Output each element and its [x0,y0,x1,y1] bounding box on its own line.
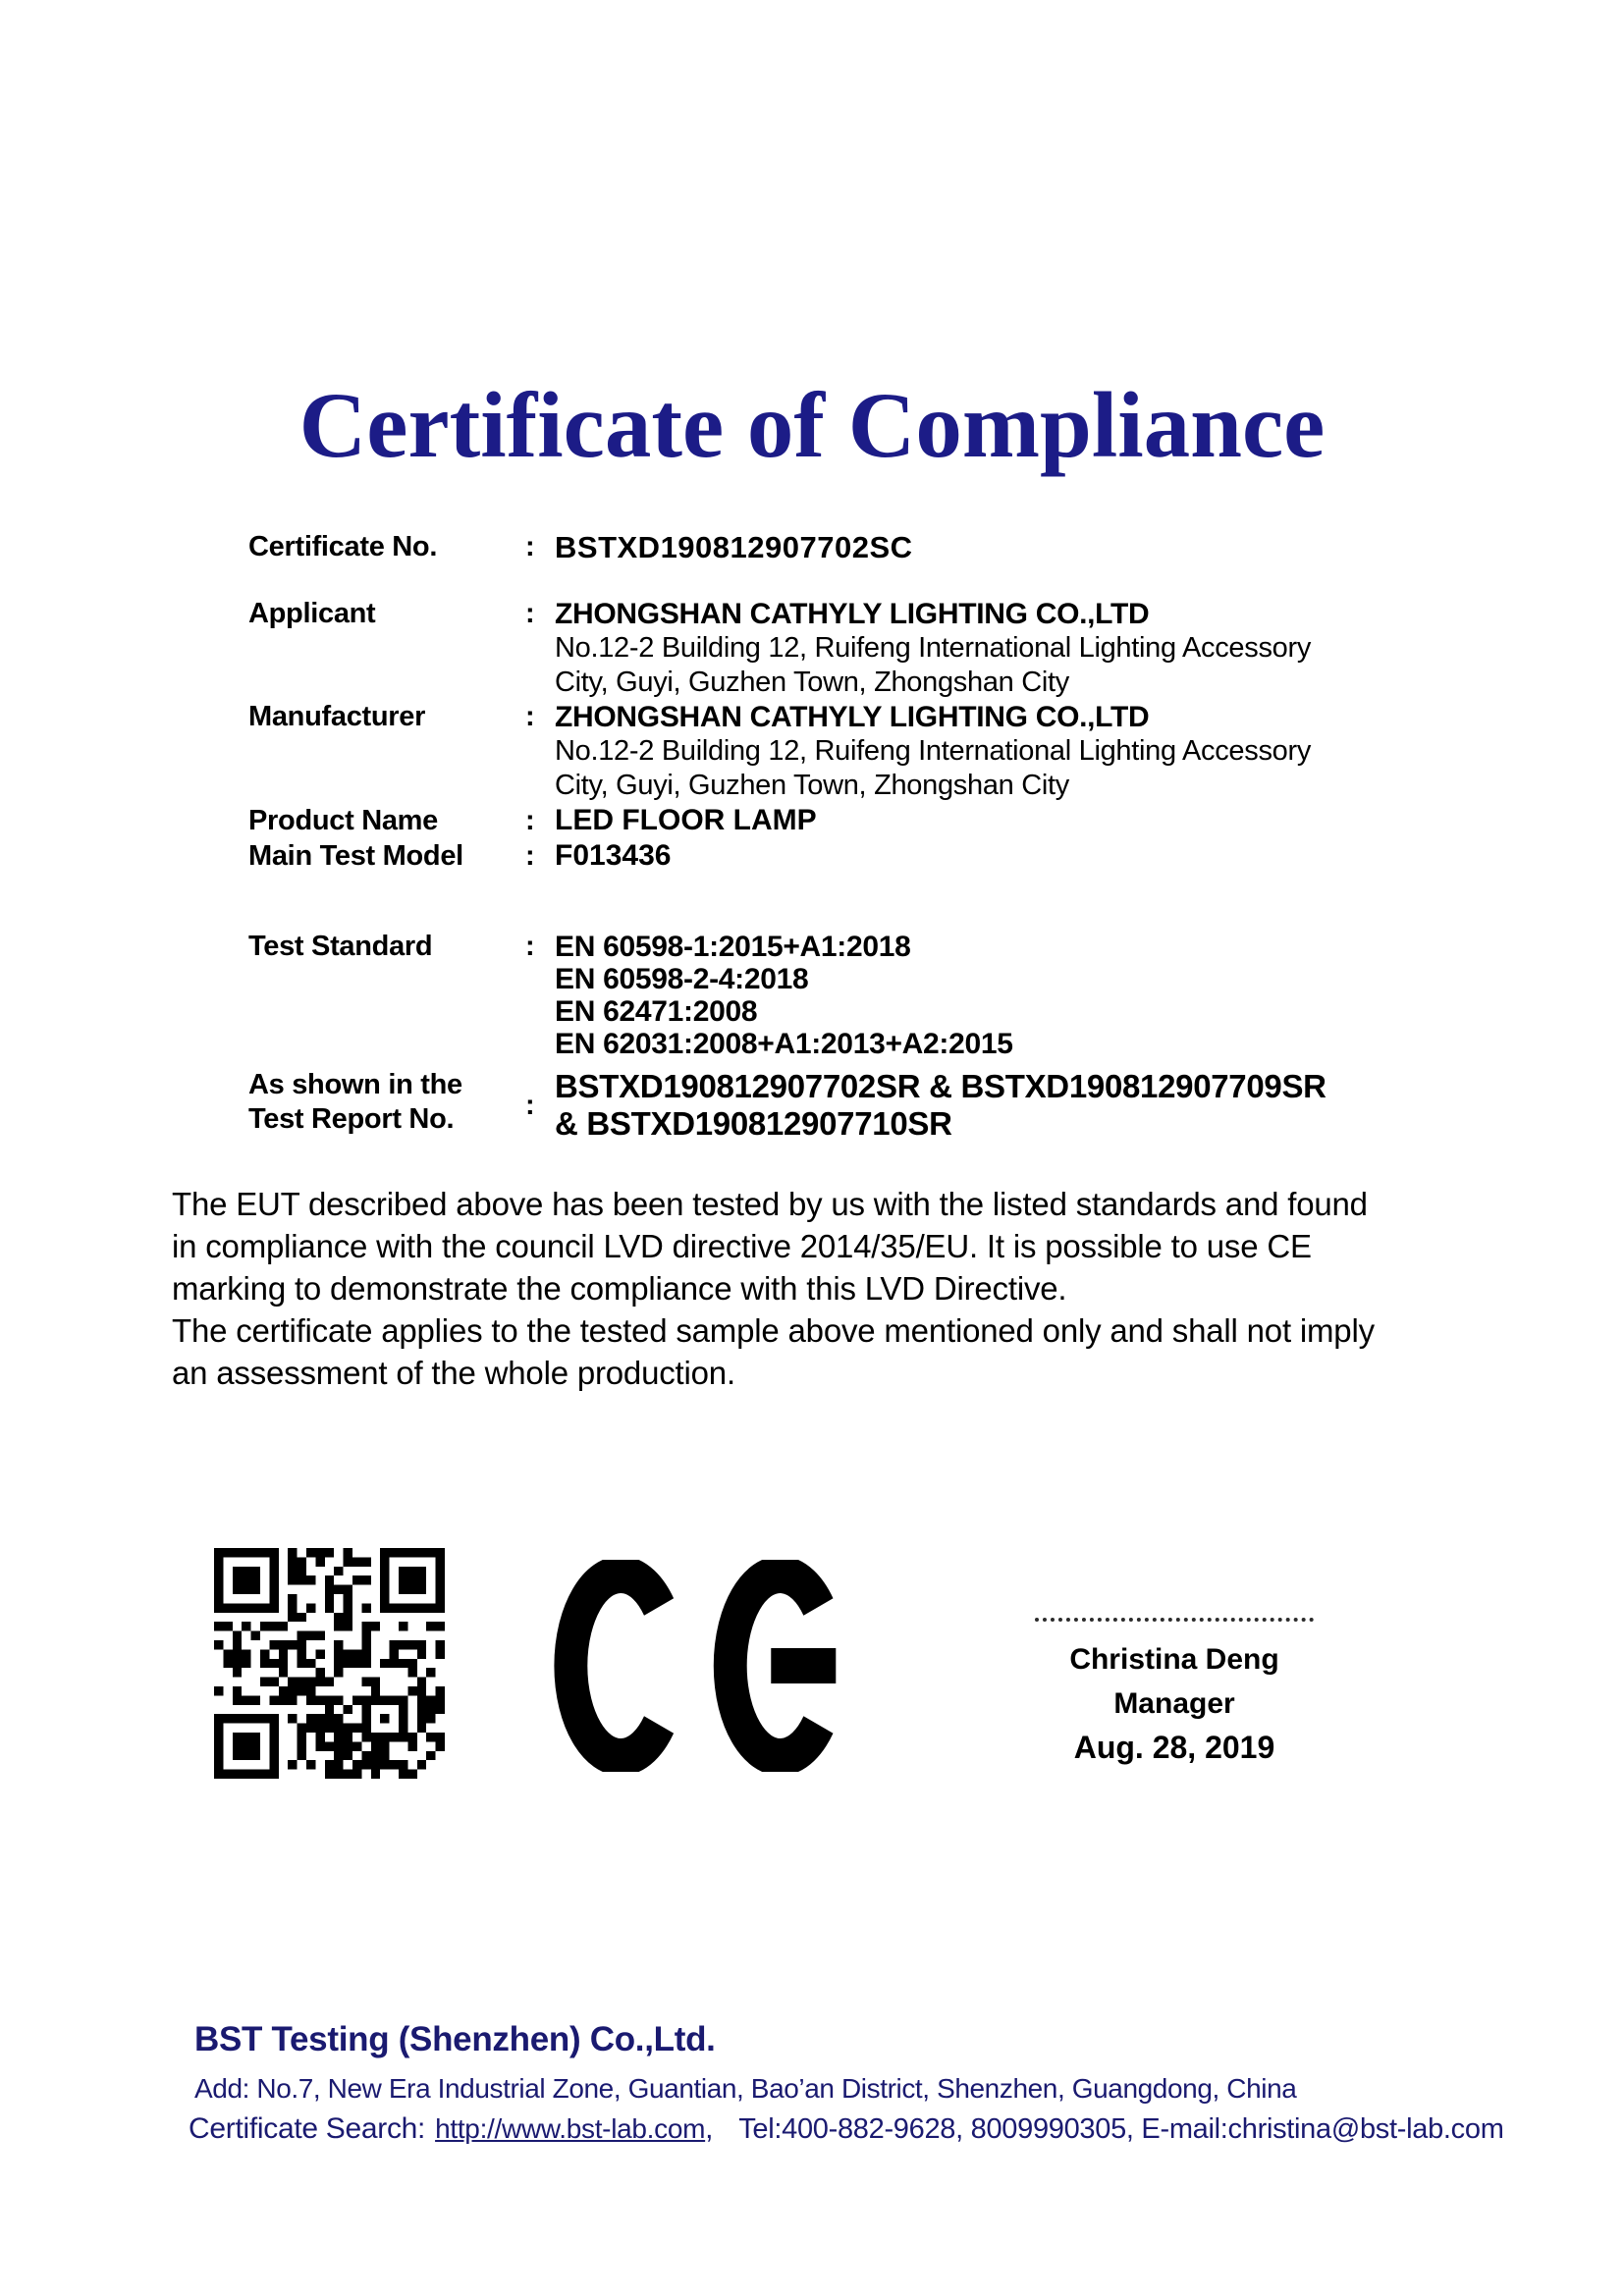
footer-address: Add: No.7, New Era Industrial Zone, Guantian, Bao’an District, Shenzhen, Guangdong, China [194,2073,1297,2104]
field-row-manufacturer [248,700,1417,803]
field-colon: : [525,931,535,962]
field-colon: : [525,805,535,836]
signatory-name: Christina Deng [1069,1643,1279,1676]
test-standard-line: EN 62031:2008+A1:2013+A2:2015 [555,1028,1013,1060]
test-report-label-line-2: Test Report No. [248,1103,455,1135]
field-row-certificate-no [248,530,1417,564]
signature-date: Aug. 28, 2019 [1073,1730,1275,1765]
field-value-manufacturer [555,700,1417,803]
signature-dotted-line [1035,1618,1314,1622]
manufacturer-address-line-1: No.12-2 Building 12, Ruifeng International Lighting Accessory [555,735,1312,767]
ce-mark-icon [554,1560,846,1772]
field-row-product-name [248,803,1417,838]
statement-line: marking to demonstrate the compliance with this LVD Directive. [172,1270,1067,1307]
footer-contact: Tel:400-882-9628, 8009990305, E-mail:christina@bst-lab.com [738,2113,1504,2145]
test-standard-line: EN 62471:2008 [555,995,758,1028]
test-report-label-line-1: As shown in the [248,1069,462,1100]
test-standard-line: EN 60598-1:2015+A1:2018 [555,931,911,963]
manufacturer-address-line-2: City, Guyi, Guzhen Town, Zhongshan City [555,770,1069,801]
certificate-title: Certificate of Compliance [298,373,1326,477]
statement-line: The certificate applies to the tested sample above mentioned only and shall not imply [172,1312,1375,1349]
field-label-manufacturer: Manufacturer [248,701,426,732]
field-label-certificate-no: Certificate No. [248,531,438,562]
field-row-main-test-model [248,838,1417,874]
signatory-role: Manager [1113,1687,1235,1720]
qr-code [214,1548,445,1779]
field-label-product-name: Product Name [248,805,438,836]
footer-search-line [189,2112,1504,2146]
footer-search-link[interactable]: http://www.bst-lab.com [435,2113,706,2144]
field-colon: : [525,531,535,562]
field-colon: : [525,598,535,629]
field-value-main-test-model: F013436 [555,839,672,872]
field-colon: : [525,840,535,872]
field-colon: : [525,1089,535,1121]
certificate-fields [248,530,1417,1143]
field-label-test-standard: Test Standard [248,931,433,962]
field-value-applicant [555,597,1417,700]
statement-paragraph [172,1183,1448,1394]
signature-block [1021,1618,1327,1770]
field-value-test-report-no [555,1068,1417,1143]
field-label-test-report-no [248,1068,525,1143]
footer-search-label: Certificate Search: [189,2112,426,2145]
applicant-address-line-2: City, Guyi, Guzhen Town, Zhongshan City [555,667,1069,698]
field-label-main-test-model: Main Test Model [248,840,463,872]
footer-search-comma: , [705,2112,714,2145]
field-colon: : [525,701,535,732]
statement-line: The EUT described above has been tested by us with the listed standards and found [172,1186,1368,1222]
footer-company: BST Testing (Shenzhen) Co.,Ltd. [194,2020,716,2058]
field-row-applicant [248,597,1417,700]
field-value-test-standard [555,931,1417,1060]
test-report-value-line-2: & BSTXD190812907710SR [555,1105,952,1142]
test-standard-line: EN 60598-2-4:2018 [555,963,809,995]
applicant-address-line-1: No.12-2 Building 12, Ruifeng International Lighting Accessory [555,632,1312,664]
field-row-test-standard [248,931,1417,1060]
field-row-test-report-no [248,1068,1417,1143]
applicant-company: ZHONGSHAN CATHYLY LIGHTING CO.,LTD [555,598,1150,630]
test-report-value-line-1: BSTXD190812907702SR & BSTXD190812907709SR [555,1068,1326,1104]
statement-line: an assessment of the whole production. [172,1355,735,1391]
field-value-product-name: LED FLOOR LAMP [555,804,817,836]
field-label-applicant: Applicant [248,598,376,629]
field-value-certificate-no: BSTXD190812907702SC [555,530,913,564]
statement-line: in compliance with the council LVD directive 2014/35/EU. It is possible to use CE [172,1228,1312,1264]
manufacturer-company: ZHONGSHAN CATHYLY LIGHTING CO.,LTD [555,701,1150,733]
